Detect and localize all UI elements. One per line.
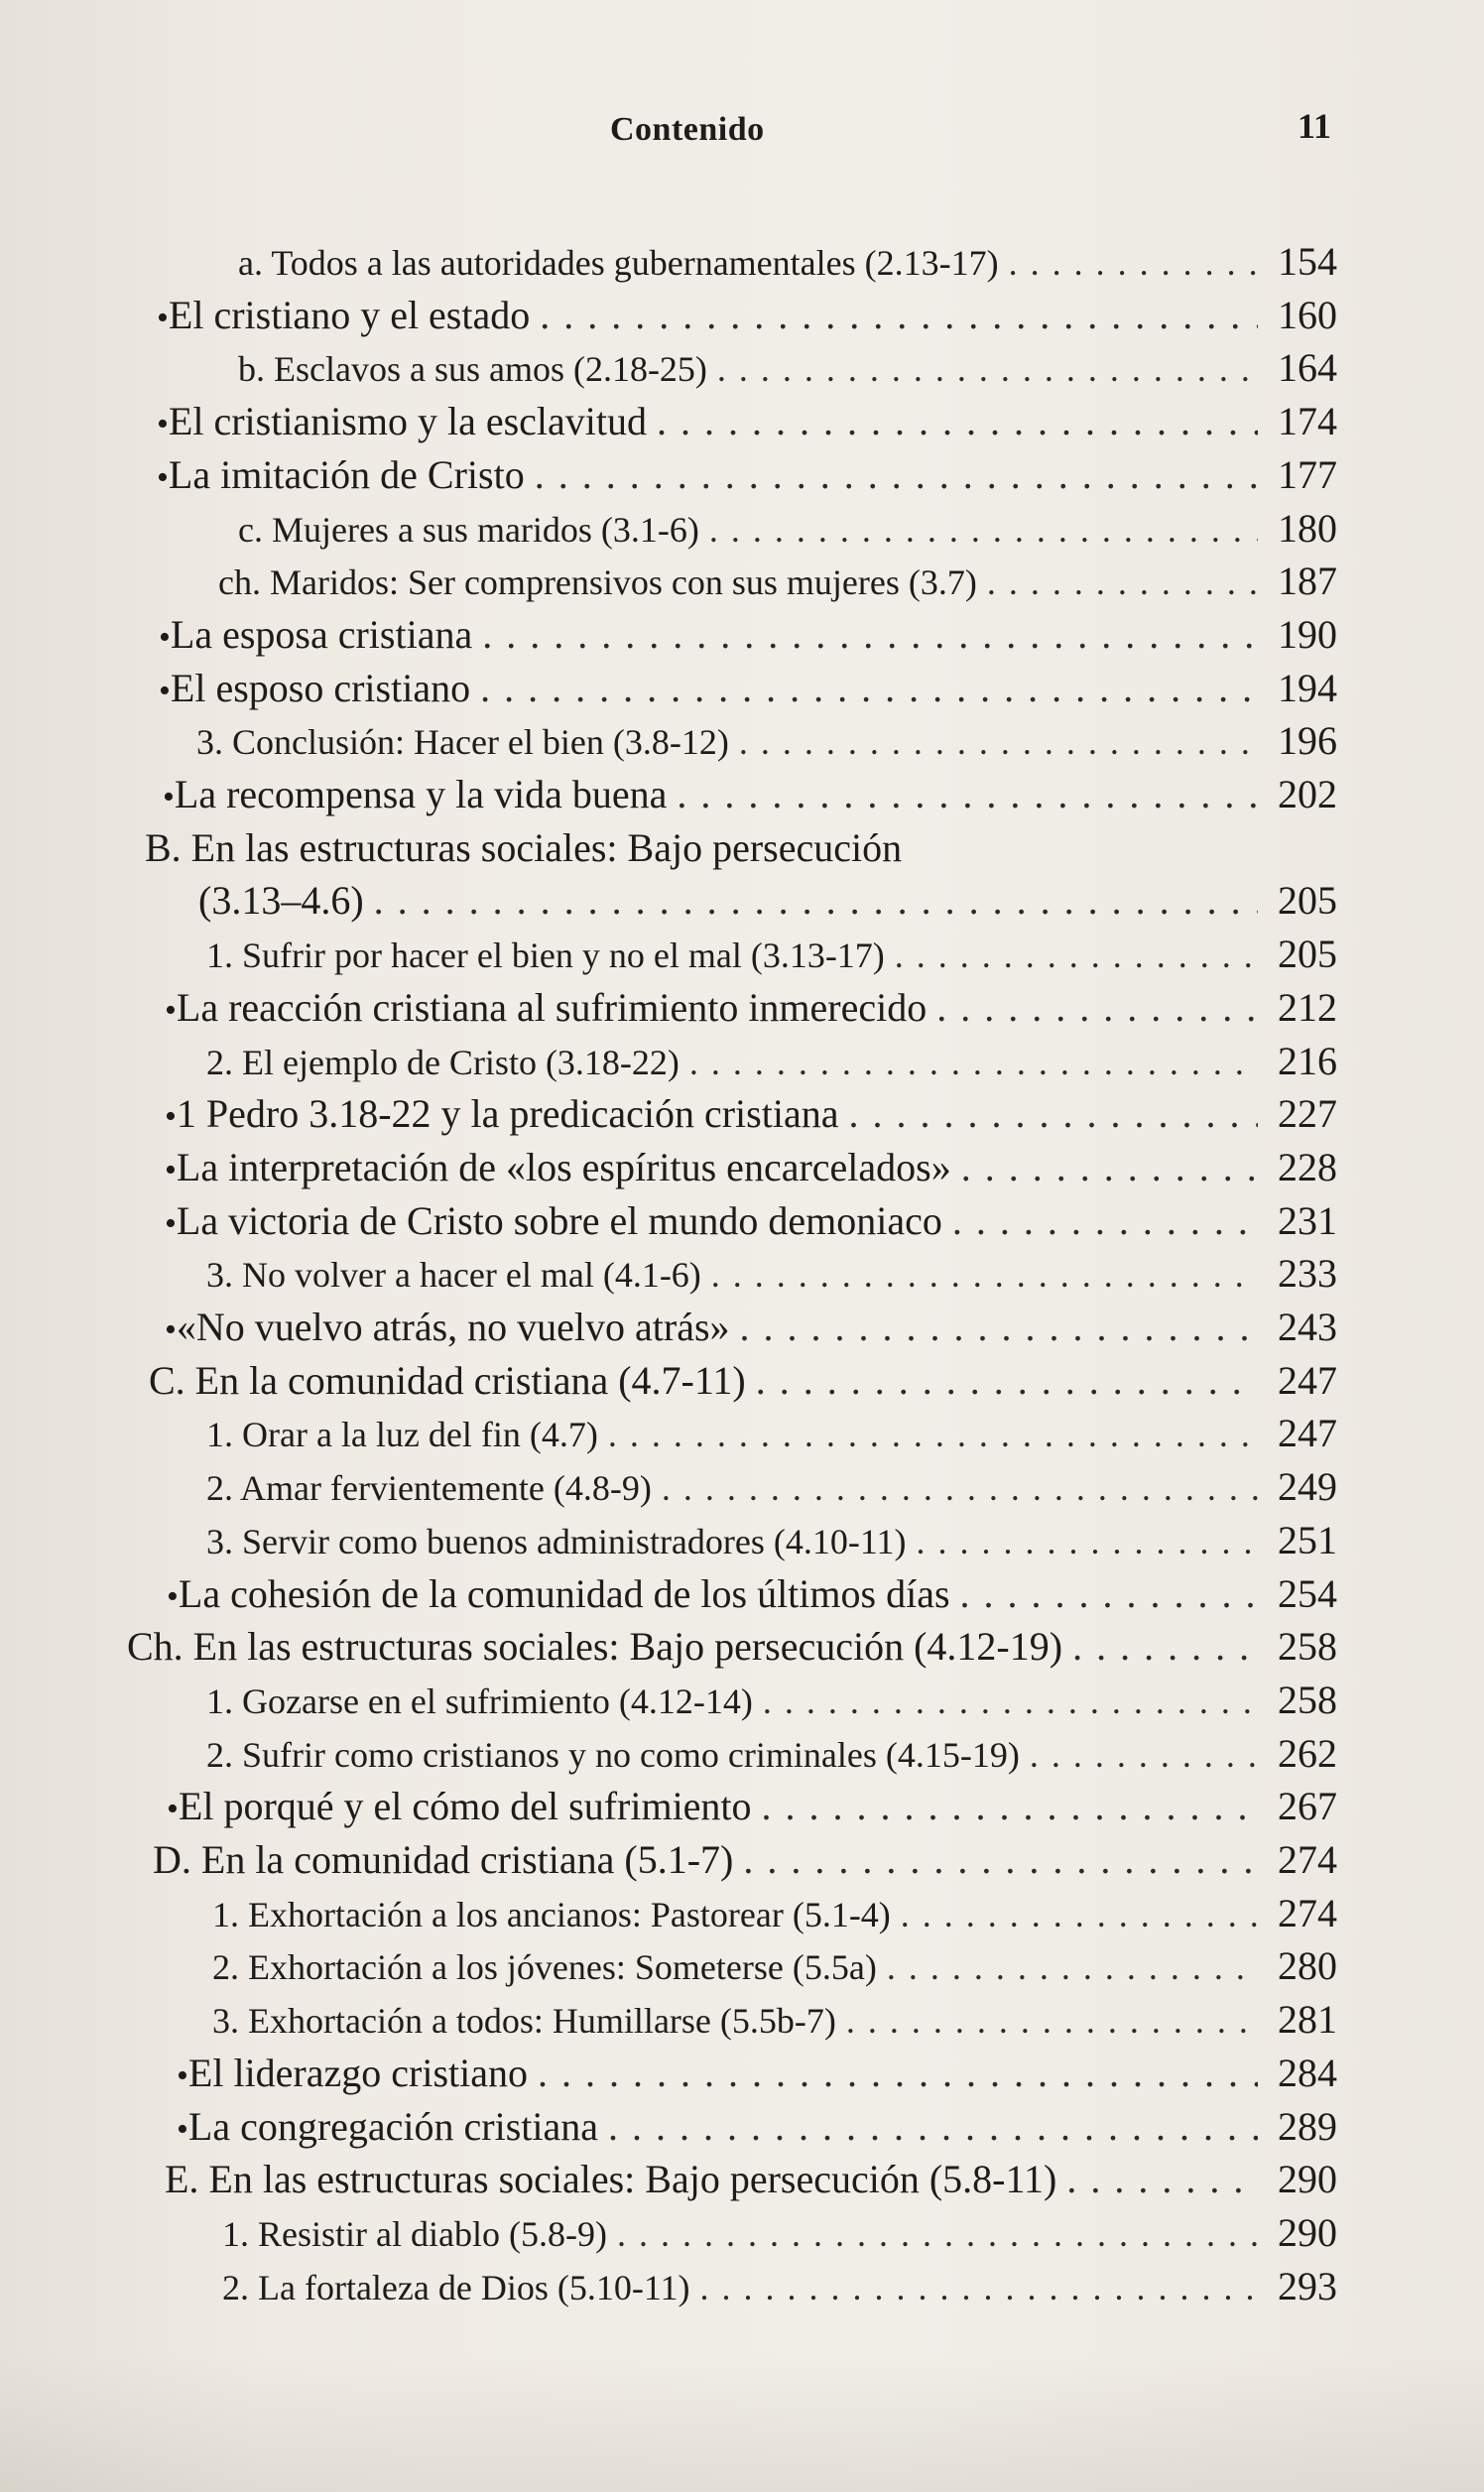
toc-entry xyxy=(177,2101,1337,2153)
toc-entry xyxy=(165,2154,1337,2205)
toc-entry xyxy=(206,929,1337,980)
toc-entry-page: 160 xyxy=(1278,293,1337,337)
toc-entry-title: 2. El ejemplo de Cristo (3.18-22) xyxy=(206,1043,680,1082)
leader-dots xyxy=(961,1142,1258,1193)
toc-entry xyxy=(196,715,1337,767)
leader-dots xyxy=(1009,237,1258,289)
bullet-icon: • xyxy=(157,406,169,442)
toc-entry xyxy=(206,1461,1337,1513)
leader-dots xyxy=(482,609,1258,661)
toc-entry-title: El cristiano y el estado xyxy=(168,293,531,337)
running-header-title: Contenido xyxy=(610,111,765,148)
toc-entry xyxy=(206,1248,1337,1300)
leader-dots xyxy=(762,1781,1258,1832)
bullet-icon: • xyxy=(165,1205,177,1242)
toc-entry xyxy=(127,1621,1337,1673)
toc-entry-page: 274 xyxy=(1278,1837,1337,1882)
leader-dots xyxy=(374,875,1258,927)
leader-dots xyxy=(677,769,1258,820)
toc-entry xyxy=(165,1195,1337,1247)
toc-entry-title: 2. La fortaleza de Dios (5.10-11) xyxy=(222,2268,690,2307)
toc-entry-title: «No vuelvo atrás, no vuelvo atrás» xyxy=(176,1305,730,1349)
leader-dots xyxy=(538,2048,1258,2099)
toc-entry-title: La victoria de Cristo sobre el mundo demoniaco xyxy=(176,1198,942,1243)
page-shadow xyxy=(0,2353,1484,2492)
toc-entry-page: 293 xyxy=(1278,2264,1337,2308)
toc-entry xyxy=(206,1515,1337,1566)
bullet-icon: • xyxy=(159,619,171,656)
toc-entry-page: 164 xyxy=(1278,345,1337,390)
leader-dots xyxy=(608,2101,1258,2153)
toc-entry-title: 2. Amar fervientemente (4.8-9) xyxy=(206,1468,652,1508)
toc-entry-title: D. En la comunidad cristiana (5.1-7) xyxy=(153,1837,734,1882)
leader-dots xyxy=(846,1995,1258,2047)
toc-entry xyxy=(167,1781,1337,1832)
leader-dots xyxy=(617,2208,1258,2260)
toc-entry-title: 1. Resistir al diablo (5.8-9) xyxy=(222,2214,607,2254)
toc-entry xyxy=(149,1355,1337,1407)
toc-entry xyxy=(157,290,1337,341)
toc-entry-page: 177 xyxy=(1278,452,1337,497)
toc-entry xyxy=(165,1302,1337,1353)
toc-entry-page: 280 xyxy=(1278,1943,1337,1988)
leader-dots xyxy=(535,449,1258,501)
toc-entry-title: 1. Gozarse en el sufrimiento (4.12-14) xyxy=(206,1682,753,1721)
leader-dots xyxy=(657,396,1258,447)
toc-entry-title: B. En las estructuras sociales: Bajo persecución xyxy=(145,825,903,870)
toc-entry xyxy=(206,1408,1337,1459)
toc-entry-title: El liderazgo cristiano xyxy=(187,2051,528,2095)
toc-entry-page: 258 xyxy=(1278,1678,1337,1722)
toc-entry-page: 289 xyxy=(1278,2104,1337,2149)
toc-entry-page: 249 xyxy=(1278,1464,1337,1509)
toc-entry-title: E. En las estructuras sociales: Bajo persecución (5.8-11) xyxy=(165,2157,1057,2201)
bullet-icon: • xyxy=(167,1791,179,1827)
toc-entry-title: El cristianismo y la esclavitud xyxy=(168,399,648,443)
toc-entry xyxy=(206,1728,1337,1780)
toc-entry xyxy=(212,1940,1337,1992)
leader-dots xyxy=(689,1037,1258,1088)
leader-dots xyxy=(711,1249,1258,1301)
toc-entry-page: 290 xyxy=(1278,2210,1337,2255)
toc-entry xyxy=(222,2261,1337,2312)
leader-dots xyxy=(960,1568,1258,1620)
leader-dots xyxy=(662,1462,1258,1514)
toc-entry-title: La esposa cristiana xyxy=(170,612,473,657)
leader-dots xyxy=(608,1409,1258,1460)
leader-dots xyxy=(895,930,1258,981)
toc-entry-page: 284 xyxy=(1278,2051,1337,2095)
toc-entry xyxy=(165,1142,1337,1193)
toc-entry xyxy=(157,449,1337,501)
bullet-icon: • xyxy=(167,1578,179,1615)
leader-dots xyxy=(540,290,1258,341)
leader-dots xyxy=(901,1889,1258,1940)
toc-entry-title: C. En la comunidad cristiana (4.7-11) xyxy=(149,1358,746,1403)
toc-entry-page: 274 xyxy=(1278,1891,1337,1935)
toc-entry-title: 3. No volver a hacer el mal (4.1-6) xyxy=(206,1255,701,1295)
toc-entry-title: La interpretación de «los espíritus encarcelados» xyxy=(176,1145,951,1189)
toc-entry-page: 190 xyxy=(1278,612,1337,657)
toc-entry-title: 3. Servir como buenos administradores (4.10-11) xyxy=(206,1522,907,1561)
toc-entry xyxy=(165,982,1337,1034)
toc-entry xyxy=(238,342,1337,394)
toc-entry xyxy=(167,1568,1337,1620)
leader-dots xyxy=(740,1302,1258,1353)
toc-entry-page: 243 xyxy=(1278,1305,1337,1349)
bullet-icon: • xyxy=(157,300,169,336)
toc-entry-page: 233 xyxy=(1278,1251,1337,1296)
toc-entry-title: 1. Orar a la luz del fin (4.7) xyxy=(206,1415,598,1454)
toc-entry-page: 228 xyxy=(1278,1145,1337,1189)
toc-entry-title: La reacción cristiana al sufrimiento inmerecido xyxy=(176,985,928,1030)
toc-entry-title: 2. Sufrir como cristianos y no como criminales (4.15-19) xyxy=(206,1735,1020,1775)
toc-entry-title: Ch. En las estructuras sociales: Bajo persecución (4.12-19) xyxy=(127,1624,1063,1669)
toc-entry xyxy=(218,556,1337,607)
toc-entry xyxy=(153,1834,1337,1886)
leader-dots xyxy=(717,343,1258,395)
leader-dots xyxy=(709,504,1258,556)
toc-entry-page: 216 xyxy=(1278,1039,1337,1083)
bullet-icon: • xyxy=(163,779,175,815)
toc-entry-title: La imitación de Cristo xyxy=(168,452,525,497)
toc-entry-title: La recompensa y la vida buena xyxy=(174,772,668,816)
toc-entry xyxy=(212,1994,1337,2046)
leader-dots xyxy=(848,1088,1258,1140)
toc-entry xyxy=(165,1088,1337,1140)
toc-entry xyxy=(157,396,1337,447)
toc-entry-page: 194 xyxy=(1278,666,1337,710)
leader-dots xyxy=(936,982,1258,1034)
toc-entry-page: 258 xyxy=(1278,1624,1337,1669)
bullet-icon: • xyxy=(177,2057,188,2094)
toc-entry-page: 174 xyxy=(1278,399,1337,443)
toc-entry xyxy=(198,875,1337,927)
toc-entry-page: 262 xyxy=(1278,1731,1337,1776)
toc-entry-title: El porqué y el cómo del sufrimiento xyxy=(178,1784,752,1828)
toc-entry xyxy=(206,1675,1337,1726)
bullet-icon: • xyxy=(165,1098,177,1135)
leader-dots xyxy=(887,1941,1258,1993)
toc-entry-title: (3.13–4.6) xyxy=(198,878,364,923)
leader-dots xyxy=(756,1355,1258,1407)
toc-entry-page: 212 xyxy=(1278,985,1337,1030)
toc-entry-title: La congregación cristiana xyxy=(187,2104,599,2149)
toc-entry-page: 247 xyxy=(1278,1358,1337,1403)
toc-entry xyxy=(163,769,1337,820)
toc-entry-page: 267 xyxy=(1278,1784,1337,1828)
toc-entry xyxy=(222,2207,1337,2259)
leader-dots xyxy=(1066,2154,1258,2205)
toc-entry xyxy=(238,236,1337,288)
toc-entry-title: El esposo cristiano xyxy=(170,666,471,710)
toc-entry-page: 187 xyxy=(1278,559,1337,603)
leader-dots xyxy=(1030,1729,1258,1781)
bullet-icon: • xyxy=(165,1311,177,1348)
bullet-icon: • xyxy=(177,2111,188,2148)
running-header-page-number: 11 xyxy=(1298,106,1332,146)
toc-entry-page: 290 xyxy=(1278,2157,1337,2201)
toc-entry-title: La cohesión de la comunidad de los últimos días xyxy=(178,1571,950,1616)
toc-entry-title: 2. Exhortación a los jóvenes: Someterse (5.5a) xyxy=(212,1947,877,1987)
toc-entry xyxy=(177,2048,1337,2099)
toc-entry-page: 196 xyxy=(1278,718,1337,763)
toc-entry xyxy=(145,822,1337,874)
bullet-icon: • xyxy=(165,1152,177,1188)
toc-entry xyxy=(206,1036,1337,1087)
leader-dots xyxy=(987,557,1258,608)
bullet-icon: • xyxy=(159,673,171,709)
toc-entry-page: 227 xyxy=(1278,1091,1337,1136)
toc-entry-title: ch. Maridos: Ser comprensivos con sus mujeres (3.7) xyxy=(218,562,977,602)
bullet-icon: • xyxy=(165,992,177,1029)
toc-entry-page: 251 xyxy=(1278,1518,1337,1562)
toc-entry-page: 205 xyxy=(1278,932,1337,976)
toc-entry-title: 3. Conclusión: Hacer el bien (3.8-12) xyxy=(196,722,729,762)
toc-entry-page: 254 xyxy=(1278,1571,1337,1616)
bullet-icon: • xyxy=(157,459,169,496)
leader-dots xyxy=(763,1676,1258,1727)
toc-entry xyxy=(159,663,1337,714)
toc-entry xyxy=(238,503,1337,555)
toc-entry-page: 154 xyxy=(1278,239,1337,284)
leader-dots xyxy=(480,663,1258,714)
leader-dots xyxy=(952,1195,1258,1247)
toc-entry-title: 3. Exhortación a todos: Humillarse (5.5b-7) xyxy=(212,2001,836,2041)
toc-entry-page: 247 xyxy=(1278,1411,1337,1455)
toc-entry-page: 202 xyxy=(1278,772,1337,816)
toc-entry xyxy=(159,609,1337,661)
toc-entry-title: a. Todos a las autoridades gubernamentales (2.13-17) xyxy=(238,243,999,283)
toc-entry-page: 180 xyxy=(1278,506,1337,551)
toc-entry-title: 1. Exhortación a los ancianos: Pastorear (5.1-4) xyxy=(212,1895,891,1934)
toc-entry-title: b. Esclavos a sus amos (2.18-25) xyxy=(238,349,707,389)
toc-entry xyxy=(212,1888,1337,1939)
leader-dots xyxy=(917,1516,1258,1567)
toc-entry-title: c. Mujeres a sus maridos (3.1-6) xyxy=(238,510,699,550)
leader-dots xyxy=(699,2262,1258,2313)
leader-dots xyxy=(743,1834,1258,1886)
toc-entry-title: 1 Pedro 3.18-22 y la predicación cristiana xyxy=(176,1091,839,1136)
toc-entry-title: 1. Sufrir por hacer el bien y no el mal (3.13-17) xyxy=(206,935,885,975)
leader-dots xyxy=(1072,1621,1258,1673)
toc-entry-page: 231 xyxy=(1278,1198,1337,1243)
leader-dots xyxy=(739,716,1258,768)
toc-entry-page: 281 xyxy=(1278,1997,1337,2042)
toc-entry-page: 205 xyxy=(1278,878,1337,923)
